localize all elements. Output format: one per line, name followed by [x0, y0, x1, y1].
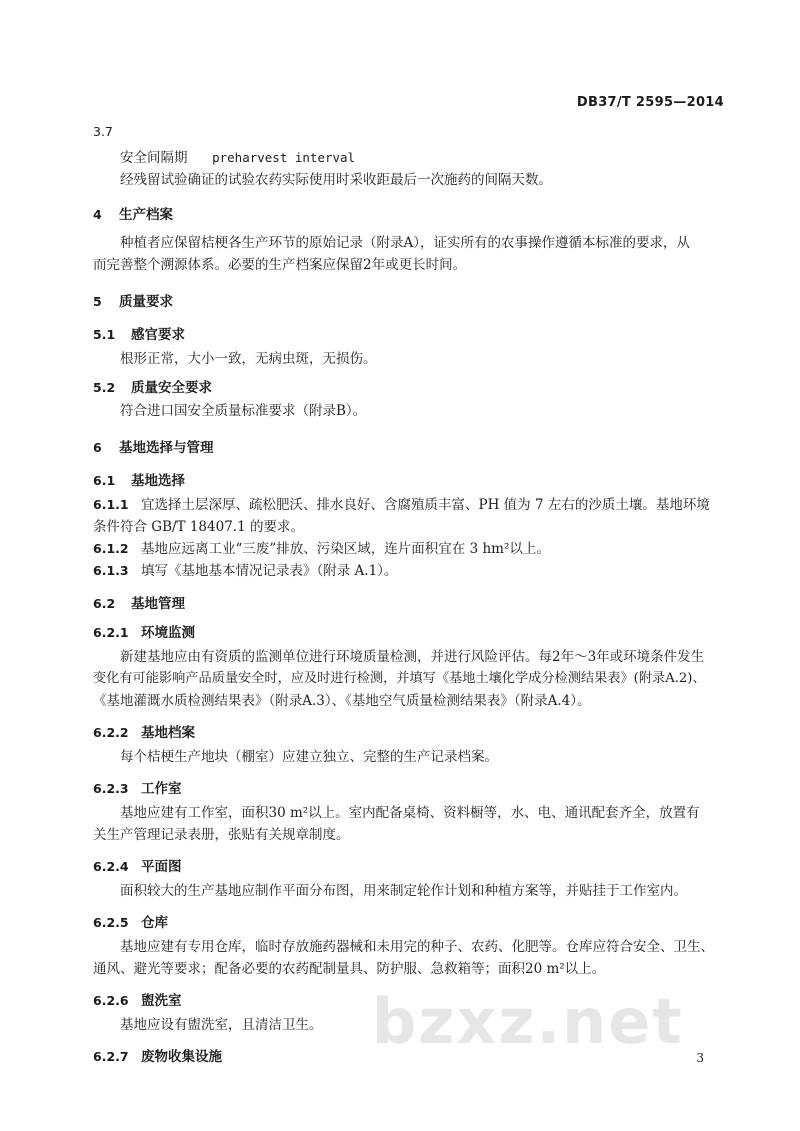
- section-4-heading: [93, 203, 725, 223]
- term-definition: 经残留试验确证的试验农药实际使用时采收距最后一次施药的间隔天数。: [120, 172, 552, 188]
- document-code: DB37/T 2595—2014: [576, 95, 724, 110]
- section-number: 5.2: [93, 380, 116, 395]
- paragraph-line: 基地应建有工作室，面积30 m²以上。室内配备桌椅、资料橱等，水、电、通讯配套齐全，放置有: [120, 805, 700, 821]
- section-6-heading: [93, 436, 725, 456]
- section-6-2-5-heading: [93, 911, 725, 931]
- section-5-2-heading: [93, 376, 725, 396]
- section-title: 仓库: [141, 915, 168, 931]
- section-number: 5.1: [93, 327, 116, 342]
- clause-6-1-3: [93, 560, 725, 582]
- section-6-2-heading: [93, 592, 725, 612]
- paragraph-line: 变化有可能影响产品质量安全时，应及时进行检测，并填写《基地土壤化学成分检测结果表》(附录A.2)、: [93, 671, 706, 686]
- clause-text: 宜选择土层深厚、疏松肥沃、排水良好、含腐殖质丰富、PH 值为 7 左右的沙质土壤。基地环境: [141, 497, 710, 513]
- clause-6-1-1: [93, 494, 725, 538]
- paragraph-line: 每个桔梗生产地块（棚室）应建立独立、完整的生产记录档案。: [120, 749, 498, 765]
- clause-text: 填写《基地基本情况记录表》（附录 A.1）。: [141, 563, 398, 579]
- section-number: 6.2: [93, 596, 116, 611]
- page-number: 3: [696, 1051, 704, 1065]
- section-number: 5: [93, 294, 102, 309]
- section-number: 3.7: [93, 124, 113, 139]
- section-3-7-number-row: [93, 121, 725, 143]
- section-title: 盥洗室: [141, 993, 182, 1009]
- section-6-2-2-heading: [93, 721, 725, 741]
- section-number: 6.2.2: [93, 725, 129, 740]
- term-english: preharvest interval: [212, 150, 356, 165]
- section-number: 6: [93, 440, 102, 455]
- section-title: 质量安全要求: [131, 380, 212, 396]
- paragraph-line: 《基地灌溉水质检测结果表》（附录A.3）、《基地空气质量检测结果表》（附录A.4）。: [93, 693, 591, 709]
- section-title: 感官要求: [131, 327, 185, 343]
- section-number: 6.1: [93, 473, 116, 488]
- paragraph-line: 根形正常，大小一致，无病虫斑，无损伤。: [120, 351, 377, 367]
- section-6-2-1-heading: [93, 621, 725, 641]
- term-chinese: 安全间隔期: [120, 150, 188, 166]
- section-6-2-3-heading: [93, 777, 725, 797]
- paragraph-line: 基地应建有专用仓库，临时存放施药器械和未用完的种子、农药、化肥等。仓库应符合安全、卫生、: [120, 939, 714, 955]
- section-number: 6.2.3: [93, 781, 129, 796]
- paragraph-line: 基地应设有盥洗室，且清洁卫生。: [120, 1017, 323, 1033]
- section-number: 6.2.5: [93, 915, 129, 930]
- section-number: 6.2.6: [93, 993, 129, 1008]
- paragraph-line: 关生产管理记录表册，张贴有关规章制度。: [93, 827, 350, 843]
- paragraph-line: 种植者应保留桔梗各生产环节的原始记录（附录A），证实所有的农事操作遵循本标准的要求，从: [120, 235, 690, 251]
- paragraph-line: 通风、避光等要求；配备必要的农药配制量具、防护服、急救箱等；面积20 m²以上。: [93, 961, 606, 977]
- paragraph-line: 符合进口国安全质量标准要求（附录B）。: [120, 403, 367, 419]
- section-6-1-heading: [93, 469, 725, 489]
- clause-6-1-2: [93, 538, 725, 560]
- section-5-heading: [93, 290, 725, 310]
- clause-text-continued: 条件符合 GB/T 18407.1 的要求。: [93, 519, 304, 535]
- clause-number: 6.1.2: [93, 541, 129, 556]
- paragraph-line: 而完善整个溯源体系。必要的生产档案应保留2年或更长时间。: [93, 257, 467, 273]
- section-number: 4: [93, 207, 102, 222]
- section-number: 6.2.1: [93, 625, 129, 640]
- paragraph-line: 面积较大的生产基地应制作平面分布图，用来制定轮作计划和种植方案等，并贴挂于工作室内。: [120, 883, 687, 899]
- section-5-1-heading: [93, 323, 725, 343]
- section-title: 基地选择: [131, 473, 185, 489]
- clause-number: 6.1.3: [93, 563, 129, 578]
- section-6-2-4-heading: [93, 855, 725, 875]
- section-title: 生产档案: [119, 207, 173, 223]
- document-body: [93, 121, 725, 1065]
- section-title: 工作室: [141, 781, 182, 797]
- section-title: 环境监测: [141, 625, 195, 641]
- section-title: 平面图: [141, 859, 182, 875]
- clause-text: 基地应远离工业“三废”排放、污染区域，连片面积宜在 3 hm²以上。: [141, 541, 550, 557]
- section-number: 6.2.4: [93, 859, 129, 874]
- section-number: 6.2.7: [93, 1049, 129, 1064]
- section-title: 基地档案: [141, 725, 195, 741]
- clause-number: 6.1.1: [93, 497, 129, 512]
- section-title: 废物收集设施: [141, 1049, 222, 1065]
- section-title: 基地管理: [131, 596, 185, 612]
- term-line: [93, 147, 725, 169]
- section-title: 质量要求: [119, 294, 173, 310]
- watermark: bzxz.net: [372, 985, 684, 1058]
- section-title: 基地选择与管理: [119, 440, 214, 456]
- paragraph-line: 新建基地应由有资质的监测单位进行环境质量检测，并进行风险评估。每2年～3年或环境条件发生: [120, 649, 705, 665]
